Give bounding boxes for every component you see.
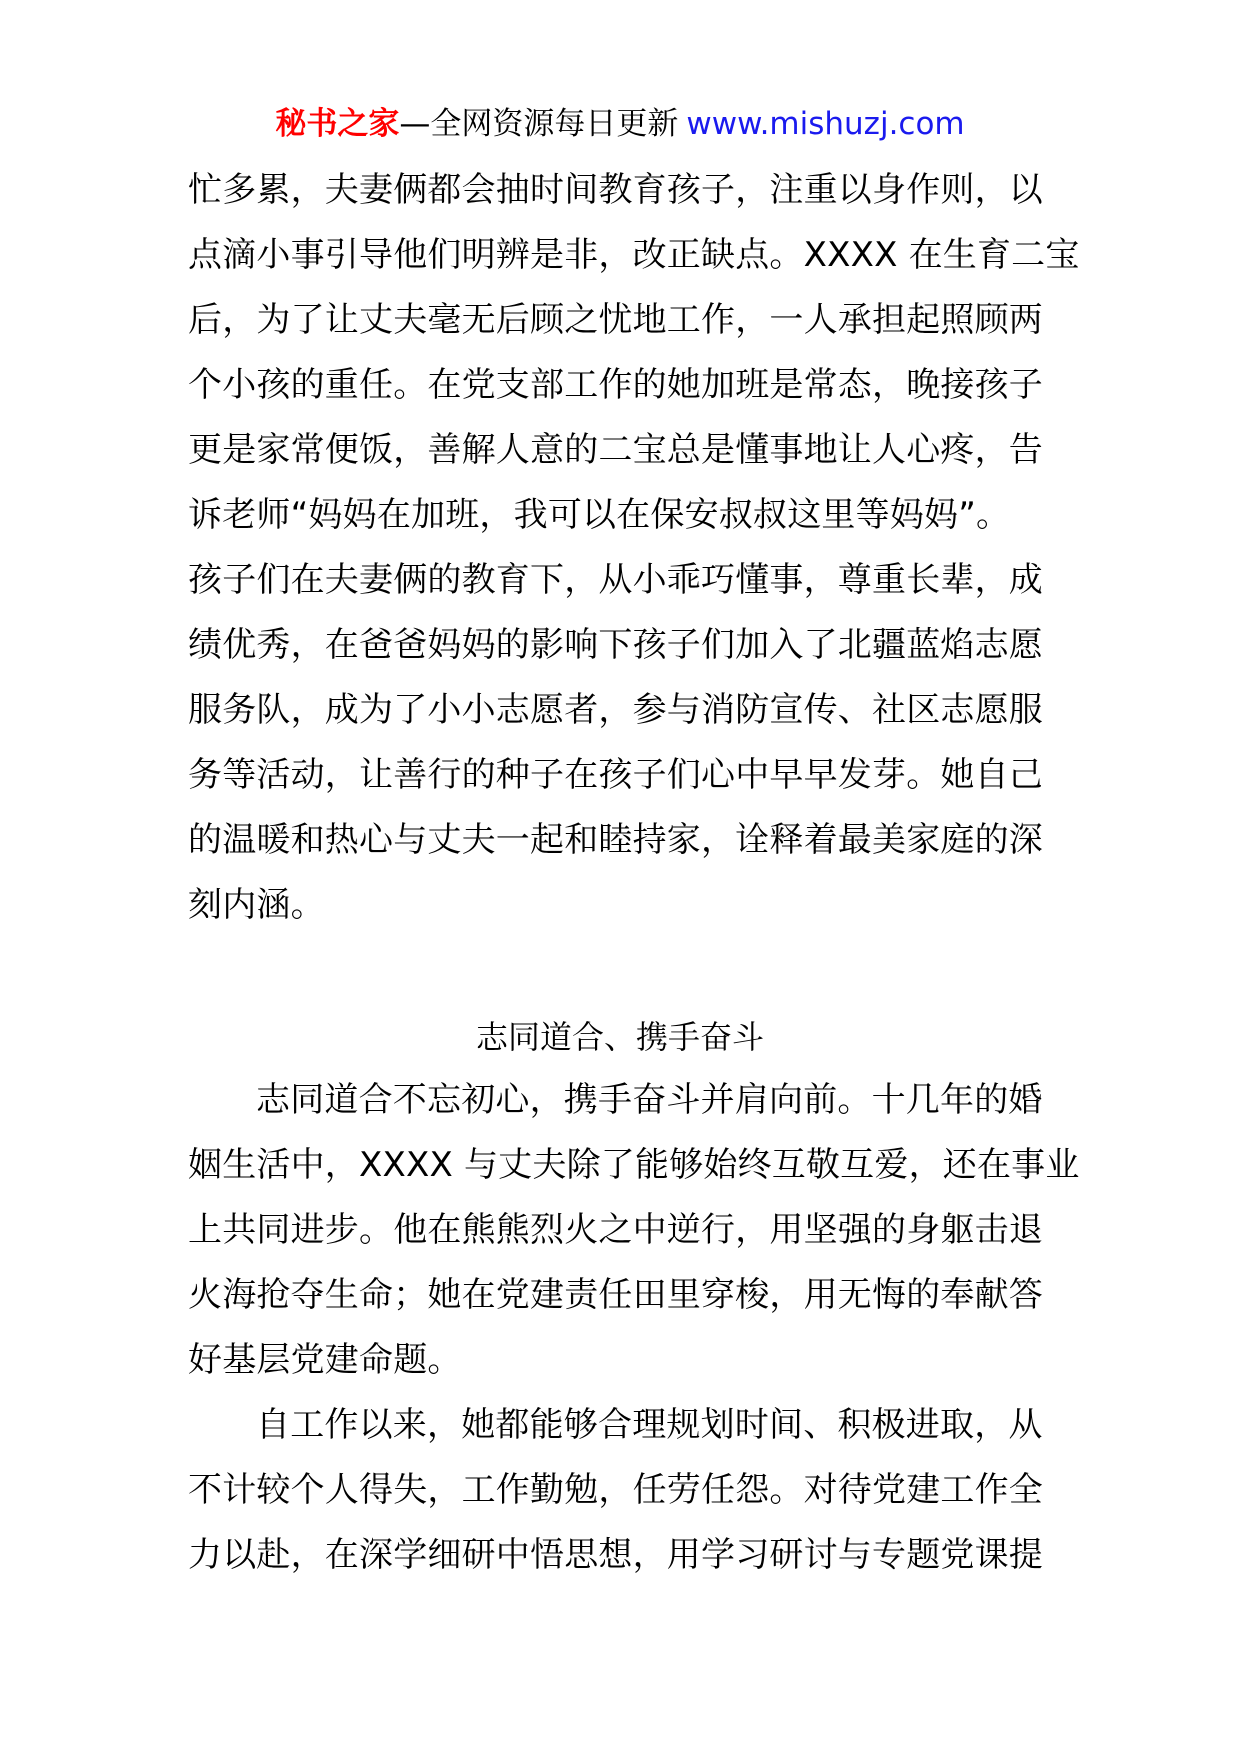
paragraph-line: 绩优秀，在爸爸妈妈的影响下孩子们加入了北疆蓝焰志愿	[188, 625, 1043, 665]
header-brand: 秘书之家	[275, 106, 400, 142]
paragraph-line: 孩子们在夫妻俩的教育下，从小乖巧懂事，尊重长辈，成	[188, 560, 1043, 600]
paragraph-line: 力以赴，在深学细研中悟思想，用学习研讨与专题党课提	[188, 1535, 1043, 1575]
page-header	[0, 102, 1240, 146]
paragraph-line: 的温暖和热心与丈夫一起和睦持家，诠释着最美家庭的深	[188, 820, 1043, 860]
paragraph-line: 服务队，成为了小小志愿者，参与消防宣传、社区志愿服	[188, 690, 1043, 730]
paragraph-line: 点滴小事引导他们明辨是非，改正缺点。XXXX 在生育二宝	[188, 235, 1080, 275]
header-tagline: —全网资源每日更新	[399, 106, 679, 142]
paragraph-line: 好基层党建命题。	[188, 1340, 462, 1380]
paragraph-line: 诉老师“妈妈在加班，我可以在保安叔叔这里等妈妈”。	[188, 495, 1011, 535]
paragraph-line: 忙多累，夫妻俩都会抽时间教育孩子，注重以身作则，以	[188, 170, 1043, 210]
header-url-link[interactable]: www.mishuzj.com	[686, 106, 965, 142]
paragraph-3	[188, 1393, 1058, 1588]
paragraph-1	[188, 158, 1080, 938]
paragraph-line: 火海抢夺生命；她在党建责任田里穿梭，用无悔的奉献答	[188, 1275, 1043, 1315]
paragraph-line: 个小孩的重任。在党支部工作的她加班是常态，晚接孩子	[188, 365, 1043, 405]
paragraph-line: 不计较个人得失，工作勤勉，任劳任怨。对待党建工作全	[188, 1470, 1043, 1510]
section-title: 志同道合、携手奋斗	[475, 1018, 764, 1056]
paragraph-line: 后，为了让丈夫毫无后顾之忧地工作，一人承担起照顾两	[188, 300, 1043, 340]
paragraph-line: 志同道合不忘初心，携手奋斗并肩向前。十几年的婚	[256, 1080, 1043, 1120]
paragraph-line: 自工作以来，她都能够合理规划时间、积极进取，从	[256, 1405, 1043, 1445]
paragraph-line: 上共同进步。他在熊熊烈火之中逆行，用坚强的身躯击退	[188, 1210, 1043, 1250]
paragraph-line: 姻生活中，XXXX 与丈夫除了能够始终互敬互爱，还在事业	[188, 1145, 1080, 1185]
paragraph-line: 更是家常便饭，善解人意的二宝总是懂事地让人心疼，告	[188, 430, 1043, 470]
paragraph-2	[188, 1068, 1080, 1393]
paragraph-line: 刻内涵。	[188, 885, 325, 925]
paragraph-line: 务等活动，让善行的种子在孩子们心中早早发芽。她自己	[188, 755, 1043, 795]
